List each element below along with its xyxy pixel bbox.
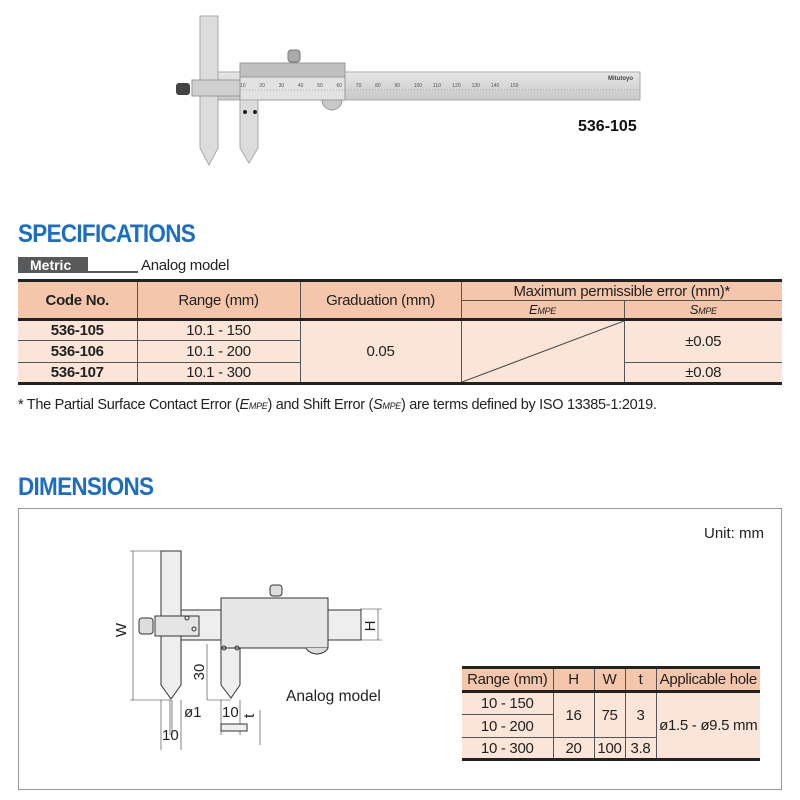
header-graduation: Graduation (mm) bbox=[300, 281, 461, 320]
unit-label: Unit: mm bbox=[704, 525, 764, 542]
specifications-table bbox=[18, 279, 782, 385]
scale-number: 60 bbox=[336, 83, 343, 89]
h-cell: 20 bbox=[553, 738, 594, 760]
scale-number: 40 bbox=[297, 83, 304, 89]
range-cell: 10 - 300 bbox=[462, 738, 553, 760]
range-cell: 10.1 - 300 bbox=[137, 363, 300, 384]
range-cell: 10 - 150 bbox=[462, 692, 553, 715]
model-type-label: Analog model bbox=[141, 257, 230, 274]
w-cell: 100 bbox=[594, 738, 625, 760]
scale-number: 30 bbox=[278, 83, 285, 89]
header-hole: Applicable hole bbox=[656, 668, 760, 692]
dim-10-fixed: 10 bbox=[162, 727, 179, 744]
scale-number: 10 bbox=[240, 83, 246, 89]
caliper-photo bbox=[0, 0, 800, 200]
smpe-cell: ±0.08 bbox=[624, 363, 782, 384]
diagonal-line bbox=[462, 321, 624, 382]
specifications-heading: SPECIFICATIONS bbox=[18, 220, 196, 248]
dimension-drawing bbox=[110, 540, 410, 755]
h-cell: 16 bbox=[553, 692, 594, 738]
graduation-cell: 0.05 bbox=[300, 320, 461, 384]
drawing-caption: Analog model bbox=[286, 688, 381, 705]
code-cell: 536-105 bbox=[18, 320, 137, 341]
t-cell: 3 bbox=[625, 692, 656, 738]
dim-h: H bbox=[362, 620, 379, 632]
scale-number: 90 bbox=[394, 83, 400, 89]
code-cell: 536-106 bbox=[18, 341, 137, 363]
header-smpe: SMPE bbox=[624, 301, 782, 320]
w-cell: 75 bbox=[594, 692, 625, 738]
header-range: Range (mm) bbox=[137, 281, 300, 320]
scale-number: 100 bbox=[413, 83, 423, 89]
scale-number: 130 bbox=[471, 83, 480, 89]
hole-cell: ø1.5 - ø9.5 mm bbox=[656, 692, 760, 760]
range-cell: 10 - 200 bbox=[462, 715, 553, 738]
model-label: 536-105 bbox=[578, 118, 637, 135]
range-cell: 10.1 - 150 bbox=[137, 320, 300, 341]
code-cell: 536-107 bbox=[18, 363, 137, 384]
scale-number: 140 bbox=[490, 83, 500, 89]
dim-30: 30 bbox=[191, 663, 208, 681]
header-mpe: Maximum permissible error (mm)* bbox=[461, 281, 782, 301]
dim-w: W bbox=[113, 622, 130, 638]
header-t: t bbox=[625, 668, 656, 692]
brand-logo: Mitutoyo bbox=[608, 76, 633, 82]
scale-number: 50 bbox=[317, 83, 323, 89]
empe-cell-na bbox=[461, 320, 624, 384]
scale-number: 110 bbox=[433, 83, 441, 89]
scale-number: 150 bbox=[510, 83, 519, 89]
range-cell: 10.1 - 200 bbox=[137, 341, 300, 363]
scale-number: 70 bbox=[355, 83, 362, 89]
header-w: W bbox=[594, 668, 625, 692]
tab-underline bbox=[88, 271, 138, 273]
smpe-cell: ±0.05 bbox=[624, 320, 782, 363]
scale-number: 20 bbox=[259, 83, 265, 89]
header-empe: EMPE bbox=[461, 301, 624, 320]
scale-number: 80 bbox=[375, 83, 381, 89]
dim-10-movable: 10 bbox=[222, 704, 239, 721]
metric-tab[interactable]: Metric bbox=[18, 257, 88, 273]
header-code: Code No. bbox=[18, 281, 137, 320]
t-cell: 3.8 bbox=[625, 738, 656, 760]
dim-phi1: ø1 bbox=[184, 704, 202, 721]
header-range: Range (mm) bbox=[462, 668, 553, 692]
dimensions-heading: DIMENSIONS bbox=[18, 473, 154, 501]
dimensions-table bbox=[462, 666, 760, 761]
scale-number: 120 bbox=[452, 83, 461, 89]
dim-t: t bbox=[241, 713, 258, 718]
footnote: * The Partial Surface Contact Error (EMPE) and Shift Error (SMPE) are terms defined by ISO 13385-1:2019. bbox=[18, 397, 657, 413]
header-h: H bbox=[553, 668, 594, 692]
